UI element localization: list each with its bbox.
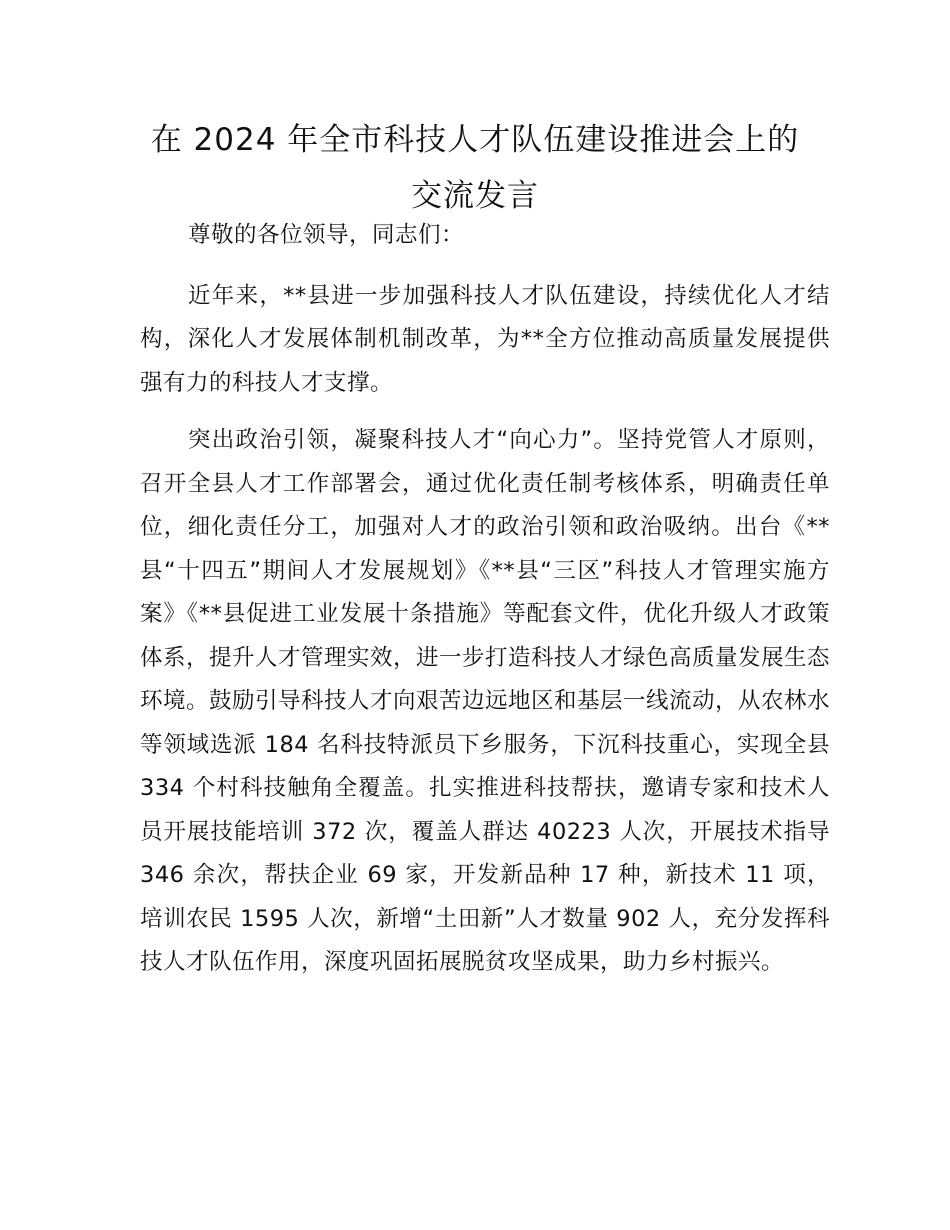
title-line-2: 交流发言	[411, 178, 539, 214]
document-title	[120, 112, 830, 224]
document-body	[140, 214, 830, 985]
salutation: 尊敬的各位领导，同志们：	[188, 222, 465, 248]
paragraph-political-leadership: 突出政治引领，凝聚科技人才“向心力”。坚持党管人才原则，召开全县人才工作部署会，通过优化责任制考核体系，明确责任单位，细化责任分工，加强对人才的政治引领和政治吸纳。出台《**县“十四五”期间人才发展规划》《**县“三区”科技人才管理实施方案》《**县促进工业发展十条措施》等配套文件，优化升级人才政策体系，提升人才管理实效，进一步打造科技人才绿色高质量发展生态环境。鼓励引导科技人才向艰苦边远地区和基层一线流动，从农林水等领域选派 184 名科技特派员下乡服务，下沉科技重心，实现全县 334 个村科技触角全覆盖。扎实推进科技帮扶，邀请专家和技术人员开展技能培训 372 次，覆盖人群达 40223 人次，开展技术指导 346 余次，帮扶企业 69 家，开发新品种 17 种，新技术 11 项，培训农民 1595 人次，新增“土田新”人才数量 902 人，充分发挥科技人才队伍作用，深度巩固拓展脱贫攻坚成果，助力乡村振兴。	[140, 427, 831, 975]
title-line-1: 在 2024 年全市科技人才队伍建设推进会上的	[150, 122, 800, 158]
paragraph-intro: 近年来，**县进一步加强科技人才队伍建设，持续优化人才结构，深化人才发展体制机制改革，为**全方位推动高质量发展提供强有力的科技人才支撑。	[140, 282, 830, 396]
